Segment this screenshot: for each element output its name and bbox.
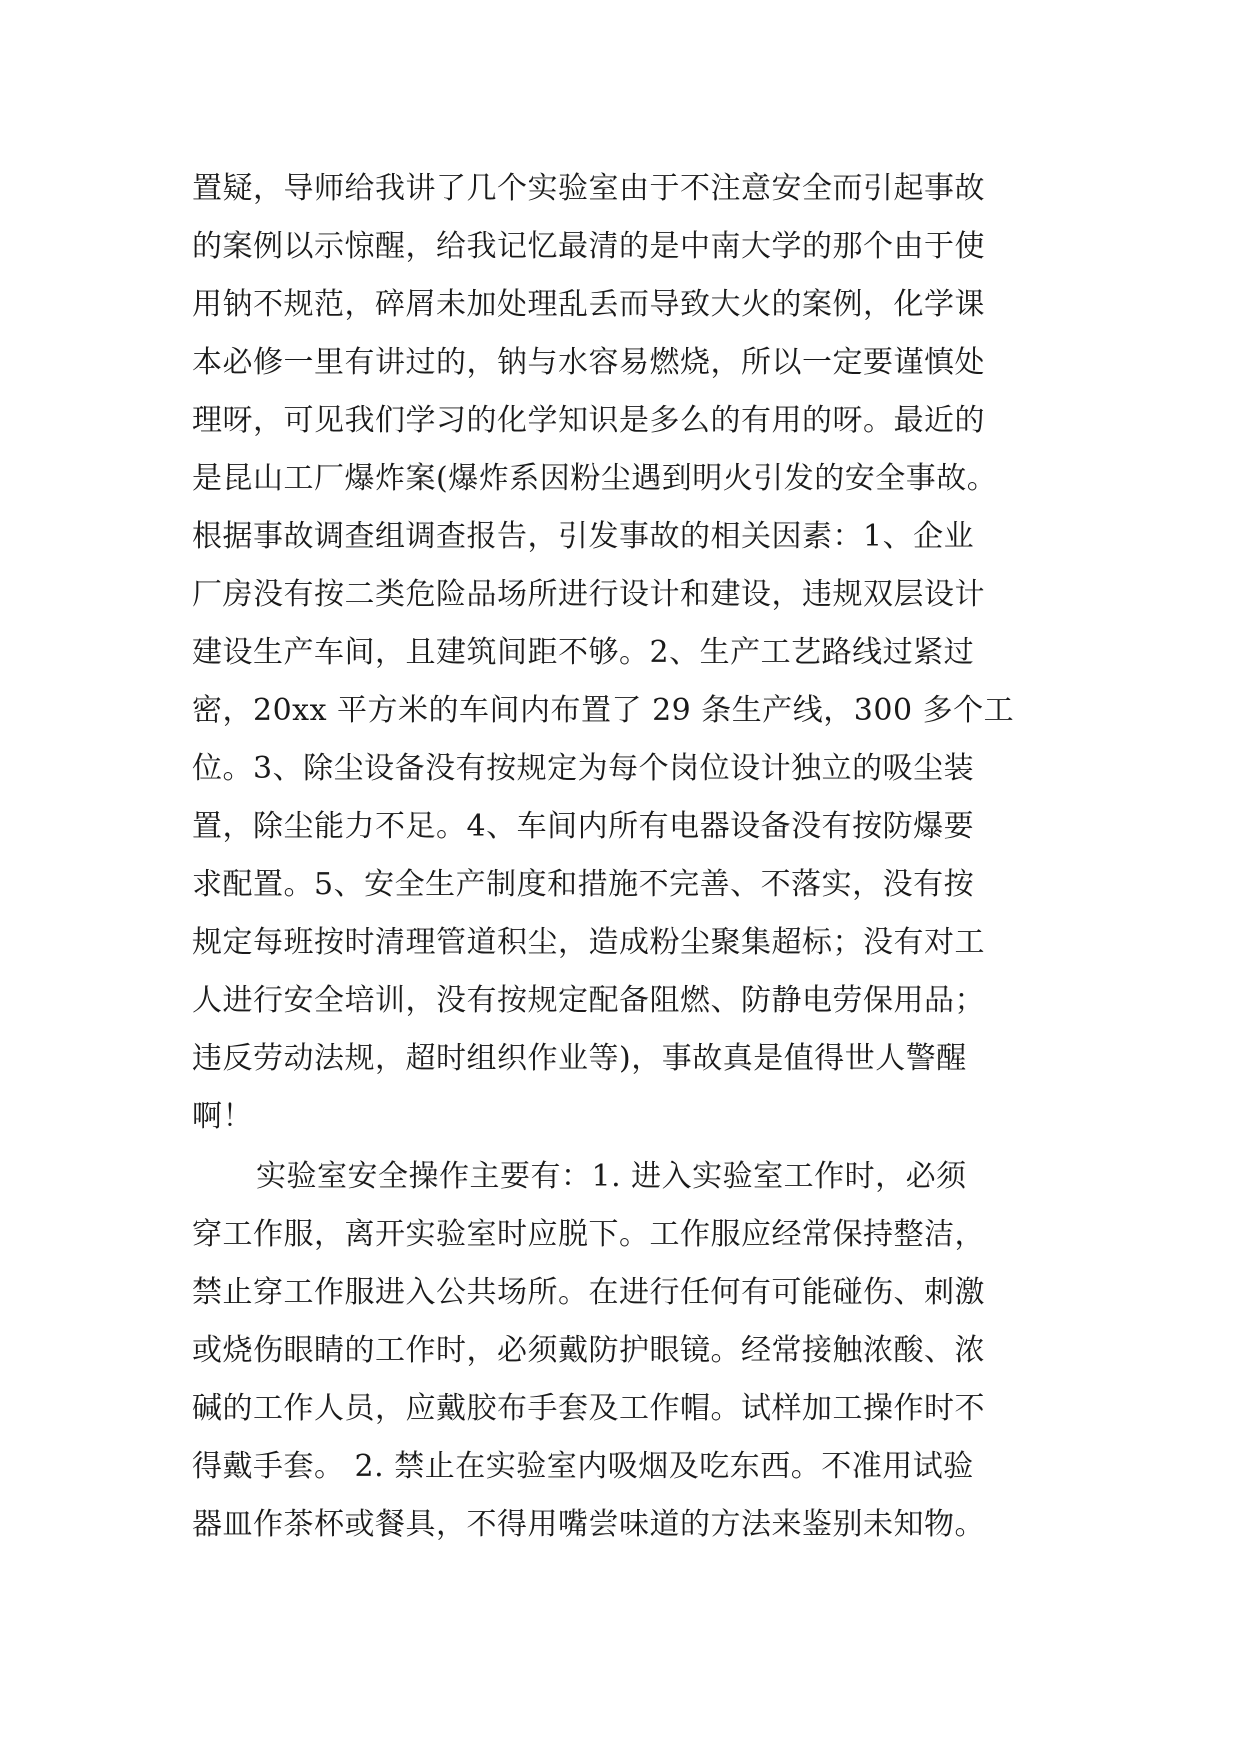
text-line: 碱的工作人员，应戴胶布手套及工作帽。试样加工操作时不	[192, 1391, 985, 1426]
text-line: 的案例以示惊醒，给我记忆最清的是中南大学的那个由于使	[192, 229, 985, 264]
paragraph-safety-rules	[192, 1148, 1052, 1554]
text-line: 或烧伤眼睛的工作时，必须戴防护眼镜。经常接触浓酸、浓	[192, 1333, 985, 1368]
text-line: 位。3、除尘设备没有按规定为每个岗位设计独立的吸尘装	[192, 751, 975, 786]
text-line: 违反劳动法规，超时组织作业等)，事故真是值得世人警醒	[192, 1041, 967, 1076]
text-line: 穿工作服，离开实验室时应脱下。工作服应经常保持整洁，	[192, 1217, 985, 1252]
text-line: 禁止穿工作服进入公共场所。在进行任何有可能碰伤、刺激	[192, 1275, 985, 1310]
text-line: 实验室安全操作主要有：1. 进入实验室工作时，必须	[256, 1159, 967, 1194]
text-line: 规定每班按时清理管道积尘，造成粉尘聚集超标；没有对工	[192, 925, 985, 960]
text-line: 本必修一里有讲过的，钠与水容易燃烧，所以一定要谨慎处	[192, 345, 985, 380]
text-line: 密，20xx 平方米的车间内布置了 29 条生产线，300 多个工	[192, 693, 1015, 728]
text-line: 置疑，导师给我讲了几个实验室由于不注意安全而引起事故	[192, 171, 985, 206]
paragraph-accident-cases	[192, 160, 1052, 1146]
text-line: 厂房没有按二类危险品场所进行设计和建设，违规双层设计	[192, 577, 985, 612]
text-line: 根据事故调查组调查报告，引发事故的相关因素：1、企业	[192, 519, 975, 554]
text-line: 是昆山工厂爆炸案(爆炸系因粉尘遇到明火引发的安全事故。	[192, 461, 998, 496]
text-line: 啊！	[192, 1099, 253, 1134]
text-line: 置，除尘能力不足。4、车间内所有电器设备没有按防爆要	[192, 809, 975, 844]
text-line: 建设生产车间，且建筑间距不够。2、生产工艺路线过紧过	[192, 635, 975, 670]
text-line: 用钠不规范，碎屑未加处理乱丢而导致大火的案例，化学课	[192, 287, 985, 322]
text-line: 求配置。5、安全生产制度和措施不完善、不落实，没有按	[192, 867, 975, 902]
text-line: 器皿作茶杯或餐具，不得用嘴尝味道的方法来鉴别未知物。	[192, 1507, 985, 1542]
text-line: 得戴手套。 2. 禁止在实验室内吸烟及吃东西。不准用试验	[192, 1449, 974, 1484]
text-line: 理呀，可见我们学习的化学知识是多么的有用的呀。最近的	[192, 403, 985, 438]
text-line: 人进行安全培训，没有按规定配备阻燃、防静电劳保用品；	[192, 983, 985, 1018]
